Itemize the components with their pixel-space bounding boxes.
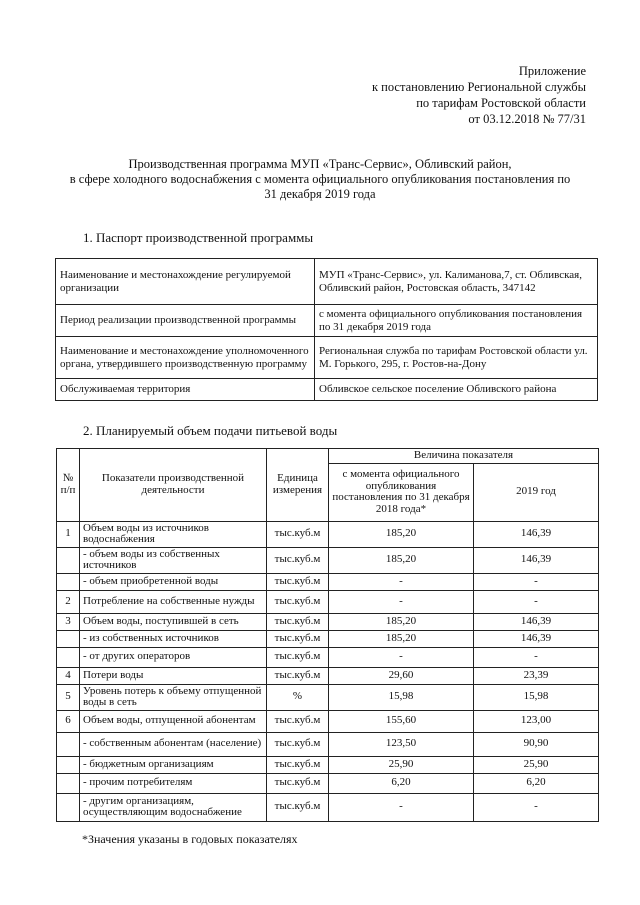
row-num: 3 xyxy=(57,613,80,630)
row-indicator: - из собственных источников xyxy=(80,630,267,647)
row-num xyxy=(57,630,80,647)
table-row xyxy=(57,710,599,732)
row-value-2019: 15,98 xyxy=(474,684,599,710)
row-unit: тыс.куб.м xyxy=(267,732,329,756)
row-indicator: - другим организациям, осуществляющим водоснабжение xyxy=(80,793,267,821)
table-row xyxy=(57,793,599,821)
row-num xyxy=(57,547,80,573)
row-indicator: - от других операторов xyxy=(80,647,267,667)
row-num xyxy=(57,647,80,667)
row-indicator: Потери воды xyxy=(80,667,267,684)
row-value-2018: 185,20 xyxy=(329,547,474,573)
footnote: *Значения указаны в годовых показателях xyxy=(82,832,298,846)
row-indicator: Объем воды из источников водоснабжения xyxy=(80,521,267,547)
row-num: 4 xyxy=(57,667,80,684)
row-indicator: - собственным абонентам (население) xyxy=(80,732,267,756)
appendix-line: от 03.12.2018 № 77/31 xyxy=(468,112,586,126)
row-value-2019: - xyxy=(474,590,599,613)
passport-value: МУП «Транс-Сервис», ул. Калиманова,7, ст. Обливская, Обливский район, Ростовская область, 347142 xyxy=(315,259,598,305)
volumes-table xyxy=(56,448,599,822)
table-row xyxy=(57,573,599,590)
row-value-2018: - xyxy=(329,647,474,667)
row-unit: % xyxy=(267,684,329,710)
row-num xyxy=(57,732,80,756)
table-row xyxy=(57,547,599,573)
row-indicator: - прочим потребителям xyxy=(80,773,267,793)
row-num xyxy=(57,573,80,590)
row-value-2019: 146,39 xyxy=(474,521,599,547)
table-row xyxy=(57,773,599,793)
passport-row xyxy=(56,305,598,337)
passport-value: с момента официального опубликования постановления по 31 декабря 2019 года xyxy=(315,305,598,337)
table-row xyxy=(57,667,599,684)
passport-row xyxy=(56,379,598,401)
row-indicator: Уровень потерь к объему отпущенной воды в сеть xyxy=(80,684,267,710)
passport-value: Региональная служба по тарифам Ростовской области ул. М. Горького, 295, г. Ростов-на-Дону xyxy=(315,337,598,379)
row-value-2018: 25,90 xyxy=(329,756,474,773)
row-value-2018: 185,20 xyxy=(329,521,474,547)
appendix-line: Приложение xyxy=(518,64,586,78)
row-value-2019: 25,90 xyxy=(474,756,599,773)
table-row xyxy=(57,684,599,710)
row-num: 6 xyxy=(57,710,80,732)
row-unit: тыс.куб.м xyxy=(267,756,329,773)
row-value-2019: - xyxy=(474,573,599,590)
header-num: № п/п xyxy=(57,449,80,522)
row-value-2019: 123,00 xyxy=(474,710,599,732)
row-unit: тыс.куб.м xyxy=(267,773,329,793)
row-value-2018: - xyxy=(329,573,474,590)
table-row xyxy=(57,647,599,667)
row-value-2019: 146,39 xyxy=(474,630,599,647)
row-value-2019: 23,39 xyxy=(474,667,599,684)
row-value-2019: 6,20 xyxy=(474,773,599,793)
row-indicator: Объем воды, поступившей в сеть xyxy=(80,613,267,630)
table-row xyxy=(57,630,599,647)
row-value-2018: 185,20 xyxy=(329,613,474,630)
row-unit: тыс.куб.м xyxy=(267,647,329,667)
row-value-2018: 185,20 xyxy=(329,630,474,647)
table-row xyxy=(57,756,599,773)
passport-value: Обливское сельское поселение Обливского района xyxy=(315,379,598,401)
row-value-2018: - xyxy=(329,793,474,821)
table-row xyxy=(57,590,599,613)
table-row xyxy=(57,521,599,547)
row-unit: тыс.куб.м xyxy=(267,613,329,630)
title-line: Производственная программа МУП «Транс-Сервис», Обливский район, xyxy=(128,157,512,171)
row-value-2018: 15,98 xyxy=(329,684,474,710)
row-value-2019: - xyxy=(474,793,599,821)
row-value-2018: 29,60 xyxy=(329,667,474,684)
row-unit: тыс.куб.м xyxy=(267,590,329,613)
header-period-2018: с момента официального опубликования постановления по 31 декабря 2018 года* xyxy=(329,463,474,521)
passport-key: Наименование и местонахождение регулируемой организации xyxy=(56,259,315,305)
row-num xyxy=(57,773,80,793)
section-heading-passport: 1. Паспорт производственной программы xyxy=(83,230,314,245)
row-indicator: - объем воды из собственных источников xyxy=(80,547,267,573)
row-unit: тыс.куб.м xyxy=(267,793,329,821)
passport-key: Обслуживаемая территория xyxy=(56,379,315,401)
header-period-2019: 2019 год xyxy=(474,463,599,521)
row-value-2018: 6,20 xyxy=(329,773,474,793)
passport-key: Наименование и местонахождение уполномоченного органа, утвердившего производственную программу xyxy=(56,337,315,379)
row-indicator: - бюджетным организациям xyxy=(80,756,267,773)
row-num: 1 xyxy=(57,521,80,547)
row-num: 5 xyxy=(57,684,80,710)
document-title xyxy=(40,157,600,202)
appendix-line: по тарифам Ростовской области xyxy=(416,96,586,110)
row-value-2019: - xyxy=(474,647,599,667)
title-line: в сфере холодного водоснабжения с момента официального опубликования постановления по xyxy=(69,172,571,186)
header-indicator: Показатели производственной деятельности xyxy=(80,449,267,522)
row-value-2019: 90,90 xyxy=(474,732,599,756)
appendix-block xyxy=(372,63,586,127)
appendix-line: к постановлению Региональной службы xyxy=(371,80,586,94)
row-indicator: - объем приобретенной воды xyxy=(80,573,267,590)
title-line: 31 декабря 2019 года xyxy=(264,187,376,201)
table-row xyxy=(57,732,599,756)
section-heading-volumes: 2. Планируемый объем подачи питьевой воды xyxy=(83,423,338,438)
row-unit: тыс.куб.м xyxy=(267,573,329,590)
row-unit: тыс.куб.м xyxy=(267,547,329,573)
row-indicator: Потребление на собственные нужды xyxy=(80,590,267,613)
row-value-2019: 146,39 xyxy=(474,547,599,573)
header-value-group: Величина показателя xyxy=(329,449,599,464)
row-value-2018: 155,60 xyxy=(329,710,474,732)
passport-row xyxy=(56,337,598,379)
header-unit: Единица измерения xyxy=(267,449,329,522)
row-unit: тыс.куб.м xyxy=(267,667,329,684)
row-indicator: Объем воды, отпущенной абонентам xyxy=(80,710,267,732)
passport-table xyxy=(55,258,598,401)
row-value-2019: 146,39 xyxy=(474,613,599,630)
row-value-2018: - xyxy=(329,590,474,613)
row-num: 2 xyxy=(57,590,80,613)
passport-key: Период реализации производственной программы xyxy=(56,305,315,337)
row-unit: тыс.куб.м xyxy=(267,630,329,647)
row-value-2018: 123,50 xyxy=(329,732,474,756)
row-unit: тыс.куб.м xyxy=(267,710,329,732)
row-num xyxy=(57,793,80,821)
row-num xyxy=(57,756,80,773)
table-row xyxy=(57,613,599,630)
passport-row xyxy=(56,259,598,305)
row-unit: тыс.куб.м xyxy=(267,521,329,547)
